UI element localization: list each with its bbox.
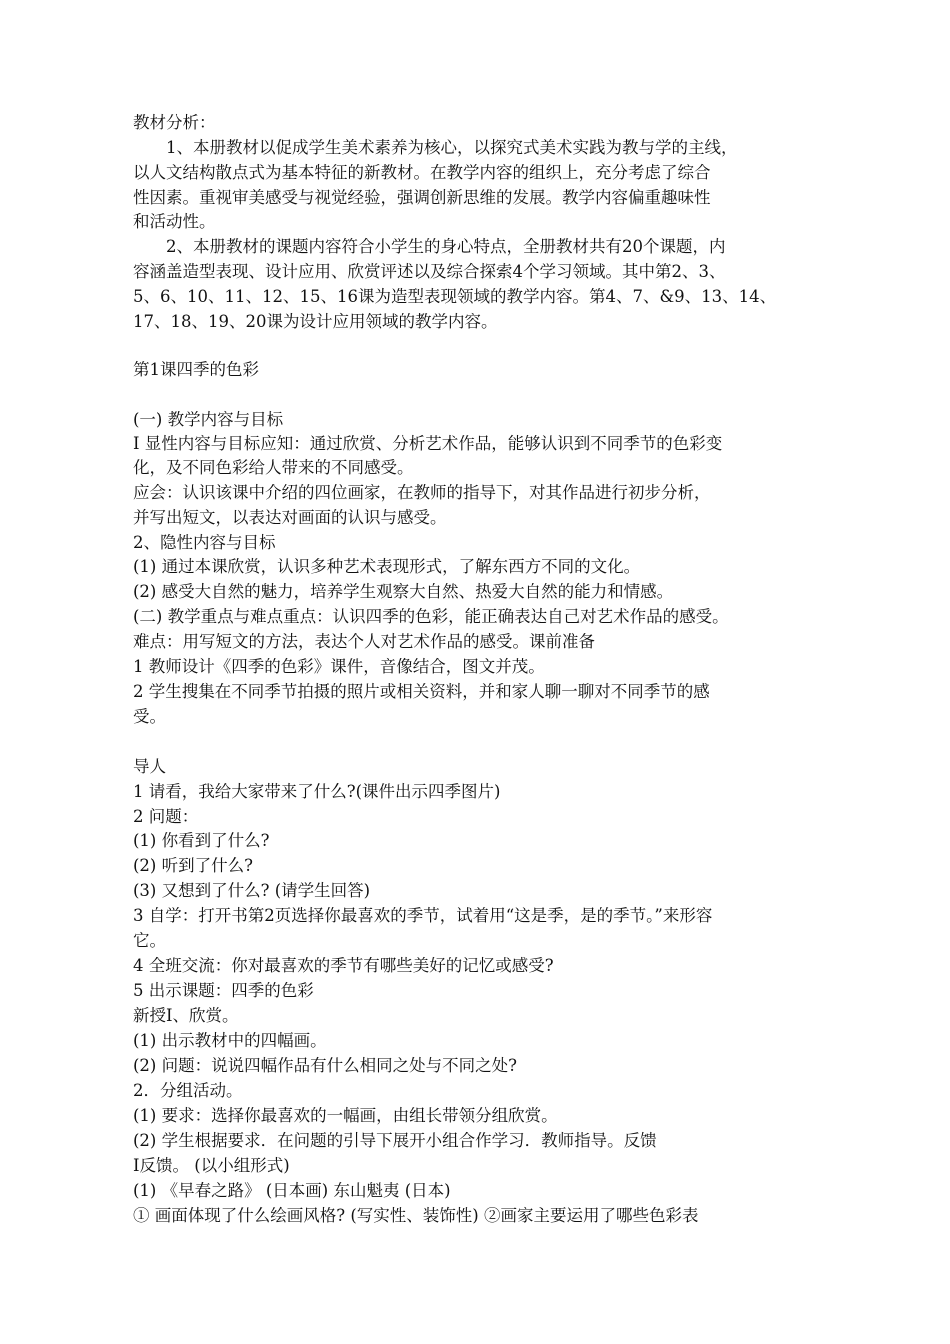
- text-line: 性因素。重视审美感受与视觉经验，强调创新思维的发展。教学内容偏重趣味性: [133, 188, 711, 207]
- text-line: 教材分析：: [133, 113, 216, 132]
- text-line: (2) 听到了什么?: [133, 856, 253, 875]
- text-line: 5、6、10、11、12、15、16课为造型表现领域的教学内容。第4、7、&9、13、14、: [133, 287, 777, 306]
- text-line: (一) 教学内容与目标: [133, 410, 284, 429]
- text-line: (2) 感受大自然的魅力，培养学生观察大自然、热爱大自然的能力和情感。: [133, 582, 674, 601]
- text-line: I 显性内容与目标应知：通过欣赏、分析艺术作品，能够认识到不同季节的色彩变: [133, 434, 723, 453]
- text-line: 1 请看，我给大家带来了什么?(课件出示四季图片): [133, 782, 501, 801]
- text-line: (1) 出示教材中的四幅画。: [133, 1031, 327, 1050]
- text-line: (2) 学生根据要求．在问题的引导下展开小组合作学习．教师指导。反馈: [133, 1131, 657, 1150]
- text-line: 容涵盖造型表现、设计应用、欣赏评述以及综合探索4个学习领域。其中第2、3、: [133, 262, 726, 281]
- text-line: (2) 问题：说说四幅作品有什么相同之处与不同之处?: [133, 1056, 517, 1075]
- text-line: 以人文结构散点式为基本特征的新教材。在教学内容的组织上，充分考虑了综合: [133, 163, 711, 182]
- text-line: (1) 你看到了什么?: [133, 831, 270, 850]
- text-line: 1 教师设计《四季的色彩》课件，音像结合，图文并茂。: [133, 657, 545, 676]
- text-line: 17、18、19、20课为设计应用领域的教学内容。: [133, 312, 498, 331]
- text-line: (1) 要求：选择你最喜欢的一幅画，由组长带领分组欣赏。: [133, 1106, 558, 1125]
- text-line: 2．分组活动。: [133, 1081, 243, 1100]
- text-line: 难点：用写短文的方法，表达个人对艺术作品的感受。课前准备: [133, 632, 595, 651]
- text-line: (3) 又想到了什么? (请学生回答): [133, 881, 371, 900]
- text-line: 和活动性。: [133, 212, 216, 231]
- text-line: I反馈。 (以小组形式): [133, 1156, 290, 1175]
- text-line: ① 画面体现了什么绘画风格? (写实性、装饰性) ②画家主要运用了哪些色彩表: [133, 1206, 699, 1225]
- text-line: 4 全班交流：你对最喜欢的季节有哪些美好的记忆或感受?: [133, 956, 554, 975]
- text-line: 2 问题：: [133, 807, 199, 826]
- section-heading: 第1课四季的色彩: [133, 360, 259, 379]
- text-line: (1) 通过本课欣赏，认识多种艺术表现形式，了解东西方不同的文化。: [133, 557, 641, 576]
- text-line: 新授I、欣赏。: [133, 1006, 239, 1025]
- text-line: 1、本册教材以促成学生美术素养为核心，以探究式美术实践为教与学的主线，: [166, 138, 738, 157]
- text-line: (1) 《早春之路》 (日本画) 东山魁夷 (日本): [133, 1181, 451, 1200]
- text-line: 应会：认识该课中介绍的四位画家，在教师的指导下，对其作品进行初步分析，: [133, 483, 711, 502]
- text-line: 并写出短文，以表达对画面的认识与感受。: [133, 508, 447, 527]
- text-line: 化，及不同色彩给人带来的不同感受。: [133, 458, 414, 477]
- text-line: 3 自学：打开书第2页选择你最喜欢的季节，试着用“这是季，是的季节。”来形容: [133, 906, 713, 925]
- text-line: 它。: [133, 931, 166, 950]
- text-line: 2 学生搜集在不同季节拍摄的照片或相关资料，并和家人聊一聊对不同季节的感: [133, 682, 710, 701]
- text-line: 5 出示课题：四季的色彩: [133, 981, 314, 1000]
- section-heading: 导人: [133, 757, 166, 776]
- text-line: 2、隐性内容与目标: [133, 533, 276, 552]
- text-line: 受。: [133, 707, 166, 726]
- text-line: (二) 教学重点与难点重点：认识四季的色彩，能正确表达自己对艺术作品的感受。: [133, 607, 729, 626]
- text-line: 2、本册教材的课题内容符合小学生的身心特点，全册教材共有20个课题，内: [166, 237, 726, 256]
